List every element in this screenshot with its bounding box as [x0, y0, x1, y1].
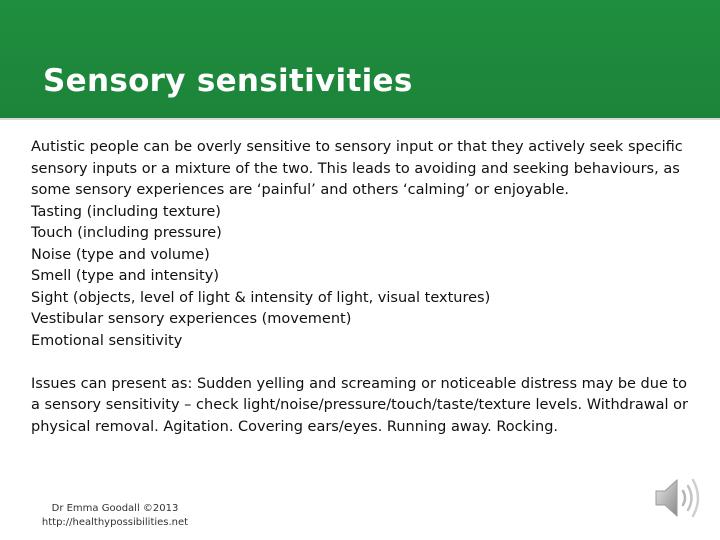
issues-paragraph: Issues can present as: Sudden yelling and screaming or noticeable distress may be due to a sensory sensitivity – check light/noise/pressure/touch/taste/texture levels. Withdrawal or physical removal. Agitation. Covering ears/eyes. Running away. Rocking. [31, 375, 688, 435]
sense-item-touch: Touch (including pressure) [31, 225, 222, 241]
footer [40, 502, 190, 530]
sense-item-smell: Smell (type and intensity) [31, 268, 219, 284]
title-bar-background [0, 0, 720, 118]
sense-item-tasting: Tasting (including texture) [31, 203, 221, 220]
speaker-icon[interactable] [652, 474, 702, 522]
sense-item-vestibular: Vestibular sensory experiences (movement) [31, 311, 352, 327]
sense-item-emotional: Emotional sensitivity [31, 332, 183, 349]
sense-item-noise: Noise (type and volume) [31, 246, 210, 263]
sense-item-sight: Sight (objects, level of light & intensity of light, visual textures) [31, 289, 491, 306]
footer-author: Dr Emma Goodall ©2013 [51, 503, 179, 514]
speaker-icon-graphic [652, 474, 702, 522]
footer-url[interactable]: http://healthypossibilities.net [41, 517, 189, 528]
intro-paragraph: Autistic people can be overly sensitive to sensory input or that they actively seek specific sensory inputs or a mixture of the two. This leads to avoiding and seeking behaviours, as some sensory experiences are ‘painful’ and others ‘calming’ or enjoyable. [31, 139, 683, 198]
title-bar [0, 0, 720, 120]
slide-title: Sensory sensitivities [43, 63, 413, 99]
slide-body [31, 137, 691, 438]
